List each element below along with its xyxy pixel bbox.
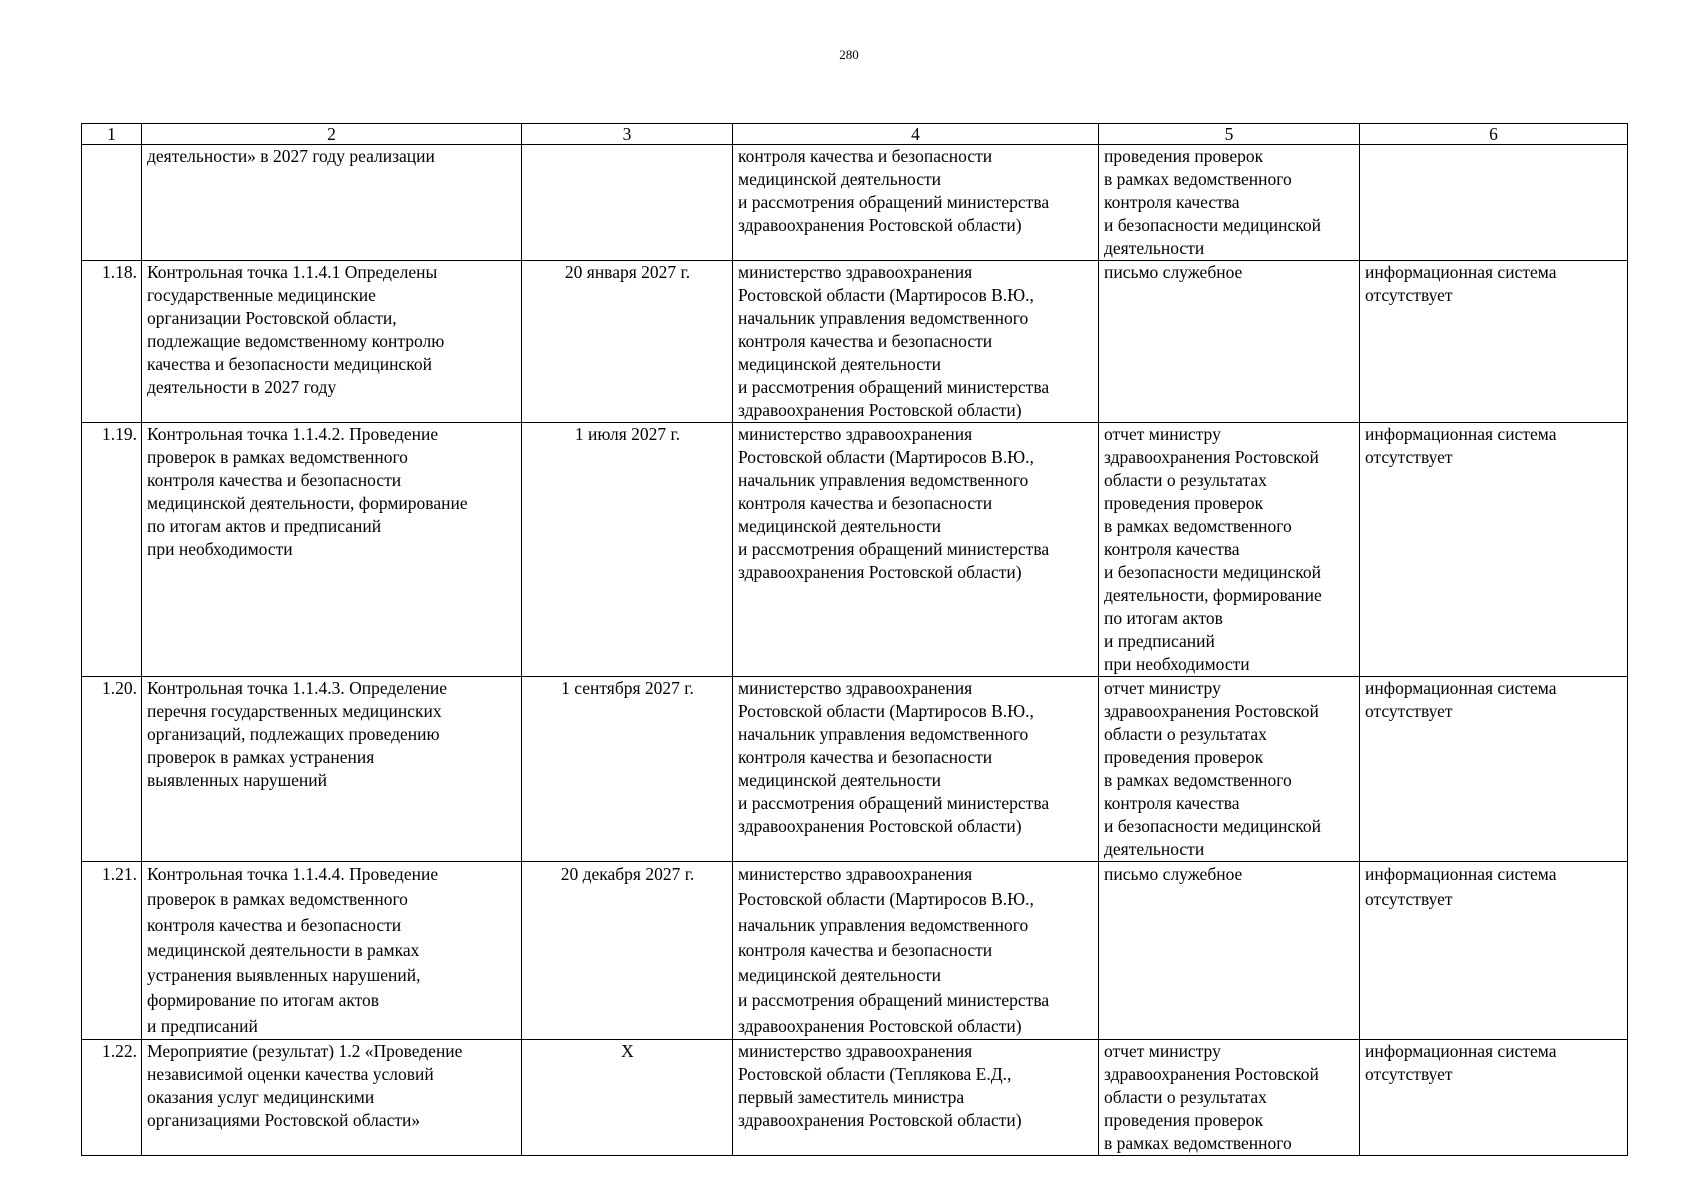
row-number (82, 145, 142, 261)
item-responsible: министерство здравоохранения Ростовской области (Мартиросов В.Ю., начальник управления ведомственного контроля качества и безопасности медицинской деятельности и рассмотрения обращений министерства здравоохранения Ростовской области) (733, 677, 1099, 862)
table-row (82, 862, 1628, 1040)
plan-table (81, 123, 1628, 1156)
table-row (82, 145, 1628, 261)
item-date: 1 июля 2027 г. (522, 423, 733, 677)
item-date: 20 декабря 2027 г. (522, 862, 733, 1040)
item-responsible: министерство здравоохранения Ростовской области (Мартиросов В.Ю., начальник управления ведомственного контроля качества и безопасности медицинской деятельности и рассмотрения обращений министерства здравоохранения Ростовской области) (733, 261, 1099, 423)
column-header: 1 (82, 124, 142, 145)
item-document: письмо служебное (1099, 261, 1360, 423)
row-number: 1.21. (82, 862, 142, 1040)
item-responsible: министерство здравоохранения Ростовской области (Теплякова Е.Д., первый заместитель министра здравоохранения Ростовской области) (733, 1040, 1099, 1156)
page-number: 280 (839, 47, 859, 62)
item-document: проведения проверок в рамках ведомственного контроля качества и безопасности медицинской деятельности (1099, 145, 1360, 261)
item-responsible: министерство здравоохранения Ростовской области (Мартиросов В.Ю., начальник управления ведомственного контроля качества и безопасности медицинской деятельности и рассмотрения обращений министерства здравоохранения Ростовской области) (733, 862, 1099, 1040)
item-responsible: контроля качества и безопасности медицинской деятельности и рассмотрения обращений министерства здравоохранения Ростовской области) (733, 145, 1099, 261)
item-date (522, 145, 733, 261)
table-row (82, 261, 1628, 423)
item-system: информационная система отсутствует (1360, 261, 1628, 423)
column-header: 4 (733, 124, 1099, 145)
item-name: Контрольная точка 1.1.4.1 Определены государственные медицинские организации Ростовской области, подлежащие ведомственному контролю качества и безопасности медицинской деятельности в 2027 году (142, 261, 522, 423)
item-date: X (522, 1040, 733, 1156)
row-number: 1.20. (82, 677, 142, 862)
item-system: информационная система отсутствует (1360, 862, 1628, 1040)
item-name: Контрольная точка 1.1.4.3. Определение перечня государственных медицинских организаций, подлежащих проведению проверок в рамках устранения выявленных нарушений (142, 677, 522, 862)
item-name: деятельности» в 2027 году реализации (142, 145, 522, 261)
item-responsible: министерство здравоохранения Ростовской области (Мартиросов В.Ю., начальник управления ведомственного контроля качества и безопасности медицинской деятельности и рассмотрения обращений министерства здравоохранения Ростовской области) (733, 423, 1099, 677)
column-header: 5 (1099, 124, 1360, 145)
column-header: 6 (1360, 124, 1628, 145)
item-system (1360, 145, 1628, 261)
item-name: Мероприятие (результат) 1.2 «Проведение независимой оценки качества условий оказания услуг медицинскими организациями Ростовской области» (142, 1040, 522, 1156)
row-number: 1.22. (82, 1040, 142, 1156)
item-system: информационная система отсутствует (1360, 677, 1628, 862)
item-document: отчет министру здравоохранения Ростовской области о результатах проведения проверок в рамках ведомственного контроля качества и безопасности медицинской деятельности (1099, 677, 1360, 862)
item-name: Контрольная точка 1.1.4.2. Проведение проверок в рамках ведомственного контроля качества и безопасности медицинской деятельности, формирование по итогам актов и предписаний при необходимости (142, 423, 522, 677)
item-name: Контрольная точка 1.1.4.4. Проведение проверок в рамках ведомственного контроля качества и безопасности медицинской деятельности в рамках устранения выявленных нарушений, формирование по итогам актов и предписаний (142, 862, 522, 1040)
column-header: 2 (142, 124, 522, 145)
item-system: информационная система отсутствует (1360, 423, 1628, 677)
item-date: 20 января 2027 г. (522, 261, 733, 423)
column-header: 3 (522, 124, 733, 145)
item-document: отчет министру здравоохранения Ростовской области о результатах проведения проверок в рамках ведомственного контроля качества и безопасности медицинской деятельности, формирование по итогам актов и предписаний при необходимости (1099, 423, 1360, 677)
row-number: 1.18. (82, 261, 142, 423)
table-row (82, 677, 1628, 862)
table-header-row (82, 124, 1628, 145)
item-date: 1 сентября 2027 г. (522, 677, 733, 862)
item-document: письмо служебное (1099, 862, 1360, 1040)
item-system: информационная система отсутствует (1360, 1040, 1628, 1156)
row-number: 1.19. (82, 423, 142, 677)
item-document: отчет министру здравоохранения Ростовской области о результатах проведения проверок в рамках ведомственного (1099, 1040, 1360, 1156)
table-row (82, 1040, 1628, 1156)
table-row (82, 423, 1628, 677)
